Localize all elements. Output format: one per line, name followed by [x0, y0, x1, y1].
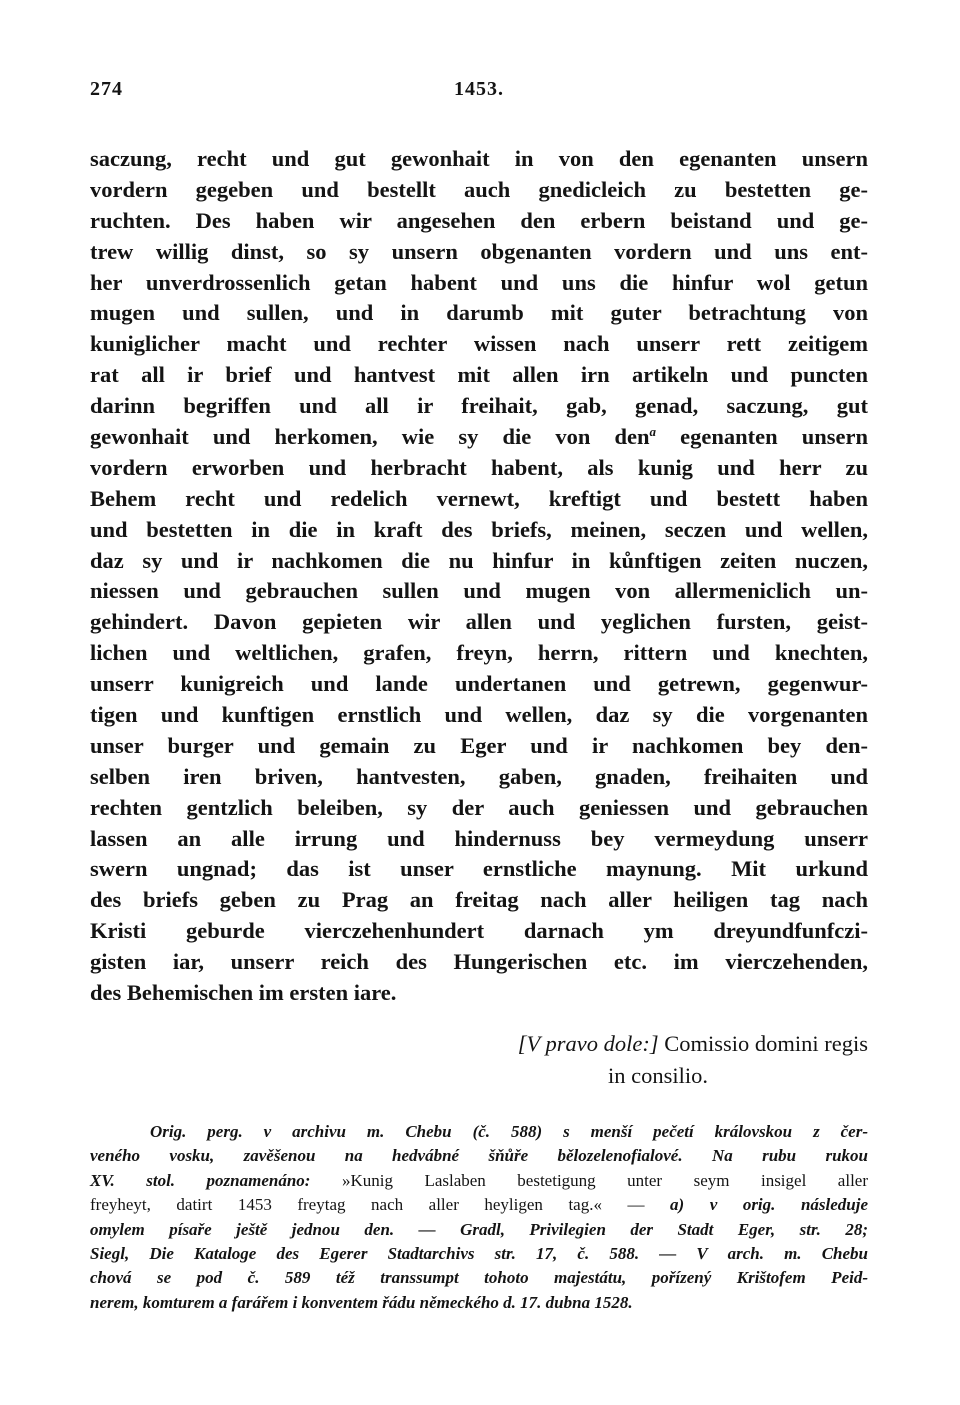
- page-number: 274: [90, 78, 123, 100]
- quoted-note: »Kunig Laslaben bestetigung unter seym insigel aller: [310, 1170, 868, 1190]
- text-line: daz sy und ir nachkomen die nu hinfur in kůnftigen zeiten nuczen,: [90, 547, 868, 573]
- text-line: Kristi geburde vierczehenhundert darnach ym dreyundfunfczi-: [90, 918, 868, 944]
- signature-line: [400, 1028, 868, 1060]
- text-line: lichen und weltlichen, grafen, freyn, herrn, rittern und knechten,: [90, 640, 868, 666]
- text-line: unserr kunigreich und lande undertanen und getrewn, gegenwur-: [90, 671, 868, 697]
- footnote-line: nerem, komturem a farářem i konventem řádu německého d. 17. dubna 1528.: [90, 1292, 633, 1312]
- footnote-line: Orig. perg. v archivu m. Chebu (č. 588) s menší pečetí královskou z čer-: [150, 1122, 868, 1141]
- main-text: [90, 144, 868, 1009]
- footnote-line: [90, 1169, 868, 1193]
- text-line: gehindert. Davon gepieten wir allen und yeglichen fursten, geist-: [90, 609, 868, 635]
- text-line: darinn begriffen und all ir freihait, gab, genad, saczung, gut: [90, 393, 868, 419]
- text-line: her unverdrossenlich getan habent und uns die hinfur wol getun: [90, 269, 868, 295]
- text-line: saczung, recht und gut gewonhait in von den egenanten unsern: [90, 146, 868, 171]
- footnote-line: [90, 1193, 868, 1217]
- running-head-year: 1453.: [454, 78, 504, 100]
- footnotes: [90, 1120, 868, 1315]
- text-line: kuniglicher macht und rechter wissen nach unserr rett zeitigem: [90, 331, 868, 357]
- text-line: selben iren briven, hantvesten, gaben, gnaden, freihaiten und: [90, 763, 868, 789]
- footnote-part: a) v orig. následuje: [644, 1195, 869, 1215]
- editorial-note: [V pravo dole:]: [517, 1031, 659, 1056]
- text-line-part: egenanten unsern: [656, 424, 868, 450]
- footnote-mark: a: [649, 424, 656, 440]
- text-line-part: gewonhait und herkomen, wie sy die von den: [90, 424, 650, 450]
- text-line: tigen und kunftigen ernstlich und wellen, daz sy die vorgenanten: [90, 702, 868, 728]
- text-line: swern ungnad; das ist unser ernstliche maynung. Mit urkund: [90, 856, 868, 882]
- text-line: des briefs geben zu Prag an freitag nach aller heiligen tag nach: [90, 887, 868, 913]
- text-line: ruchten. Des haben wir angesehen den erbern beistand und ge-: [90, 207, 868, 233]
- text-line: vordern gegeben und bestellt auch gnedicleich zu bestetten ge-: [90, 176, 868, 202]
- text-line: mugen und sullen, und in darumb mit guter betrachtung von: [90, 300, 868, 326]
- text-line: gisten iar, unserr reich des Hungerischen etc. im vierczehenden,: [90, 949, 868, 975]
- footnote-line: veného vosku, zavěšenou na hedvábné šňůře bělozelenofialové. Na rubu rukou: [90, 1146, 868, 1166]
- text-line: trew willig dinst, so sy unsern obgenanten vordern und uns ent-: [90, 238, 868, 264]
- quoted-note: freyheyt, datirt 1453 freytag nach aller heyligen tag.« —: [90, 1195, 645, 1215]
- text-line: [90, 422, 868, 453]
- text-line: und bestetten in die in kraft des briefs, meinen, seczen und wellen,: [90, 516, 868, 542]
- text-line: rechten gentzlich beleiben, sy der auch geniessen und gebrauchen: [90, 794, 868, 820]
- signature-line: in consilio.: [608, 1063, 708, 1088]
- footnote-line: Siegl, Die Kataloge des Egerer Stadtarchivs str. 17, č. 588. — V arch. m. Chebu: [90, 1243, 868, 1263]
- text-line: lassen an alle irrung und hindernuss bey vermeydung unserr: [90, 825, 868, 851]
- footnote-part: XV. stol. poznamenáno:: [90, 1170, 311, 1190]
- page-header: [88, 78, 868, 108]
- text-line: vordern erworben und herbracht habent, als kunig und herr zu: [90, 454, 868, 480]
- text-line: niessen und gebrauchen sullen und mugen von allermeniclich un-: [90, 578, 868, 604]
- signature-text: Comissio domini regis: [658, 1031, 868, 1056]
- text-line: rat all ir brief und hantvest mit allen irn artikeln und puncten: [90, 362, 868, 388]
- footnote-line: omylem písaře ještě jednou den. — Gradl, Privilegien der Stadt Eger, str. 28;: [90, 1219, 868, 1239]
- signature-block: [400, 1028, 868, 1092]
- footnote-line: chová se pod č. 589 též transsumpt tohoto majestátu, pořízený Krištofem Peid-: [90, 1268, 868, 1288]
- text-line: Behem recht und redelich vernewt, kreftigt und bestett haben: [90, 485, 868, 511]
- text-line: des Behemischen im ersten iare.: [90, 980, 397, 1006]
- text-line: unser burger und gemain zu Eger und ir nachkomen bey den-: [90, 732, 868, 758]
